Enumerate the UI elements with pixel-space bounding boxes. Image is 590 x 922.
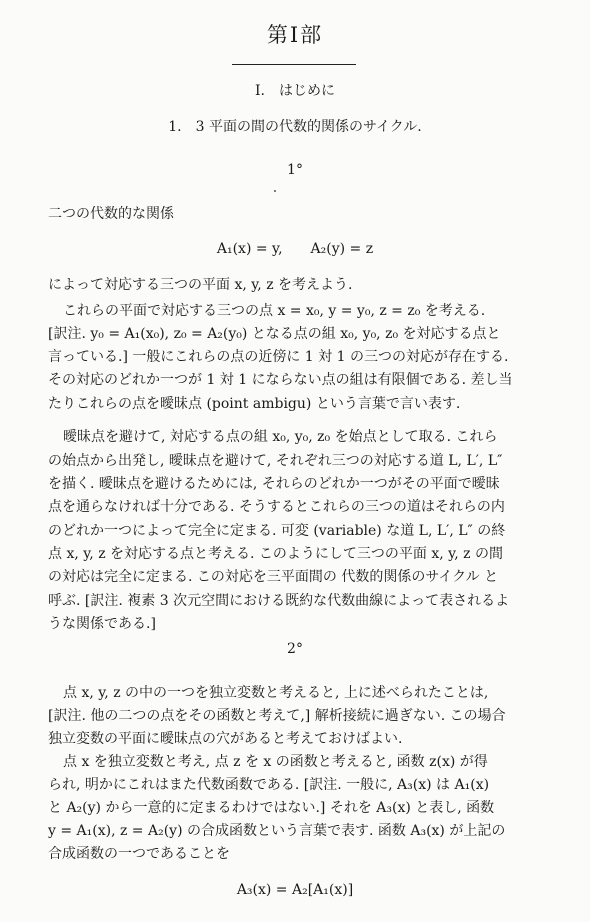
paragraph-5-line: られ, 明かにこれはまた代数函数である. [訳注. 一般に, A₃(x) は A₁(x) [48, 777, 490, 793]
paragraph-3-line: 呼ぶ. [訳注. 複素 3 次元空間における既約な代数曲線によって表されるよ [48, 593, 510, 609]
paragraph-5-line: と A₂(y) から一意的に定まるわけではない.] それを A₃(x) と表し, 函数 [48, 800, 495, 816]
subsection-2-heading: 2° [287, 641, 303, 657]
paragraph-5-line: y = A₁(x), z = A₂(y) の合成函数という言葉で表す. 函数 A₃(x) が上記の [48, 823, 506, 839]
equation-2: A₃(x) = A₂[A₁(x)] [236, 882, 354, 898]
paragraph-2-line: 言っている.] 一般にこれらの点の近傍に 1 対 1 の三つの対応が存在する. [48, 349, 509, 365]
paragraph-2-line: その対応のどれか一つが 1 対 1 にならない点の組は有限個である. 差し当 [48, 372, 513, 388]
paragraph-4-line: 点 x, y, z の中の一つを独立変数と考えると, 上に述べられたことは, [63, 685, 489, 701]
paragraph-3-line: うな関係である.] [48, 616, 156, 632]
paragraph-3-line: の始点から出発し, 曖昧点を避けて, それぞれ三つの対応する道 L, L′, L″ [48, 453, 503, 469]
part-title: 第Ⅰ部 [266, 23, 324, 47]
chapter-heading: I. はじめに [255, 83, 335, 99]
subsection-1-heading: 1° [287, 162, 303, 178]
paragraph-5-line: 点 x を独立変数と考え, 点 z を x の函数と考えると, 函数 z(x) が得 [63, 754, 488, 770]
section-heading: 1. 3 平面の間の代数的関係のサイクル. [168, 119, 422, 135]
paragraph-3-line: 点を通らなければ十分である. そうするとこれらの三つの道はそれらの内 [48, 499, 505, 515]
equation-1: A₁(x) = y, A₂(y) = z [216, 241, 374, 257]
intro-paragraph: 二つの代数的な関係 [48, 206, 174, 222]
paragraph-3-line: 点 x, y, z を対応する点と考える. このようにして三つの平面 x, y, z の間 [48, 546, 503, 562]
title-rule [232, 64, 356, 65]
paragraph-5-line: 合成函数の一つであることを [48, 846, 230, 862]
paragraph-3-line: のどれか一つによって完全に定まる. 可変 (variable) な道 L, L′, L″ の終 [48, 523, 506, 539]
paragraph-1: によって対応する三つの平面 x, y, z を考えよう. [48, 277, 353, 293]
paragraph-3-line: の対応は完全に定まる. この対応を三平面間の 代数的関係のサイクル と [48, 569, 499, 585]
paragraph-4-line: 独立変数の平面に曖昧点の穴があると考えておけばよい. [48, 731, 403, 747]
paragraph-3-line: を描く. 曖昧点を避けるためには, それらのどれか一つがその平面で曖昧 [48, 476, 500, 492]
dot-mark [274, 190, 276, 192]
paragraph-2-line: たりこれらの点を曖昧点 (point ambigu) という言葉で言い表す. [48, 396, 461, 412]
paragraph-2-line: これらの平面で対応する三つの点 x = x₀, y = y₀, z = z₀ を考える. [63, 303, 486, 319]
paragraph-2-line: [訳注. y₀ = A₁(x₀), z₀ = A₂(y₀) となる点の組 x₀, y₀, z₀ を対応する点と [48, 326, 501, 342]
paragraph-3-line: 曖昧点を避けて, 対応する点の組 x₀, y₀, z₀ を始点として取る. これら [63, 429, 498, 445]
paragraph-4-line: [訳注. 他の二つの点をその函数と考えて,] 解析接続に過ぎない. この場合 [48, 708, 506, 724]
